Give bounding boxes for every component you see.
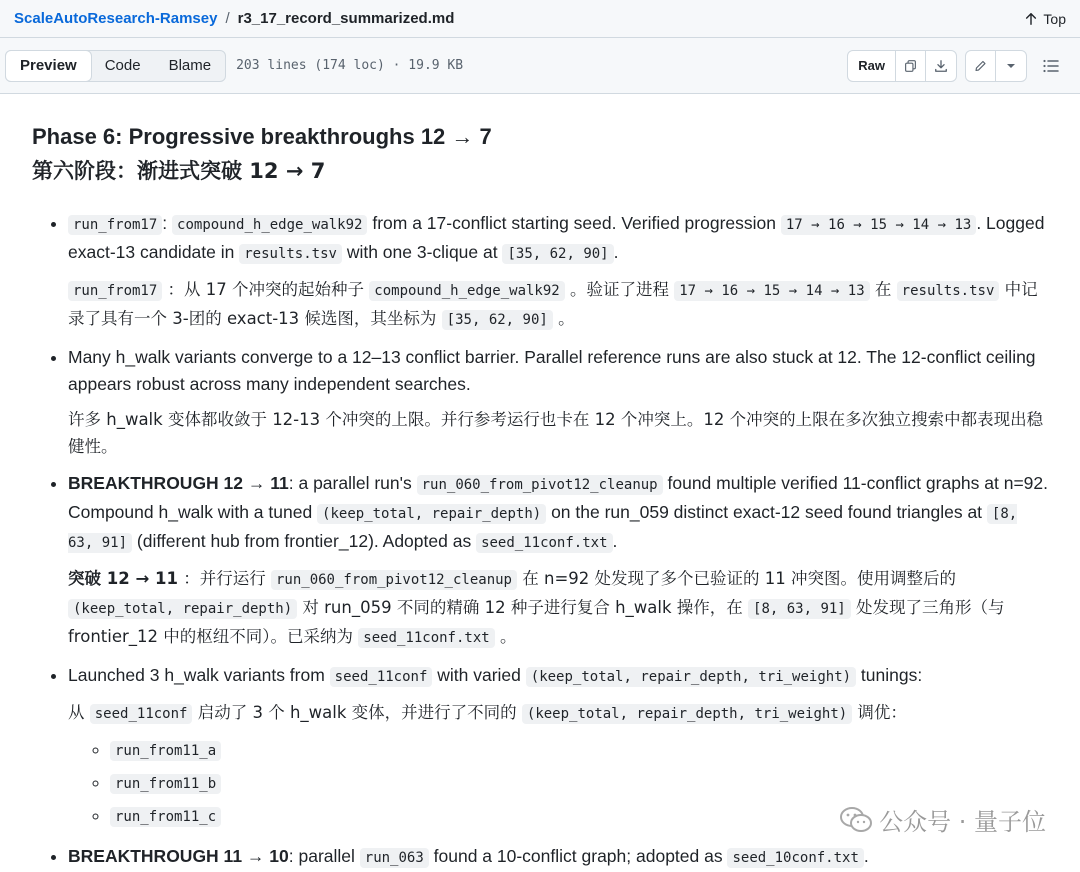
text-span: 。	[495, 627, 517, 646]
copy-button[interactable]	[896, 51, 926, 81]
raw-actions-group	[847, 50, 957, 82]
inline-code: (keep_total, repair_depth)	[68, 599, 297, 619]
list-item	[68, 344, 1048, 460]
inline-code: compound_h_edge_walk92	[369, 281, 564, 301]
text-span: (different hub from frontier_12). Adopted as	[132, 531, 476, 551]
edit-dropdown-button[interactable]	[996, 51, 1026, 81]
text-span: with varied	[432, 665, 525, 685]
sub-list-item	[110, 767, 1048, 800]
text-span: 中记录了具有一个 3-团的 exact-13 候选图，其坐标为	[68, 280, 1038, 328]
view-mode-tabs	[5, 50, 226, 82]
inline-code: seed_10conf.txt	[727, 848, 863, 868]
inline-code: results.tsv	[897, 281, 1000, 301]
inline-code: seed_11conf	[330, 667, 433, 687]
text-span: 。	[553, 309, 575, 328]
item-text-en: • Many h_walk variants converge to a 12–13 conflict barrier. Parallel reference runs are also stuck at 12. The 12-conflict ceiling appears robust across many independent searches.	[68, 344, 1048, 398]
inline-code: [8, 63, 91]	[748, 599, 851, 619]
inline-code: 17 → 16 → 15 → 14 → 13	[674, 281, 869, 301]
list-item	[68, 210, 1048, 334]
inline-code: run_060_from_pivot12_cleanup	[271, 570, 517, 590]
watermark-text: 公众号 · 量子位	[879, 802, 1046, 837]
breadcrumb-separator: /	[225, 10, 229, 27]
download-button[interactable]	[926, 51, 956, 81]
text-span: : parallel	[289, 846, 360, 866]
item-text-zh	[68, 276, 1048, 334]
watermark	[839, 802, 1046, 837]
item-text-zh	[68, 699, 1048, 728]
sub-list-item	[110, 734, 1048, 767]
file-info: 203 lines (174 loc) · 19.9 KB	[236, 58, 463, 73]
item-text-en	[68, 210, 1048, 268]
section-heading-zh: 第六阶段：渐进式突破 12 → 7	[32, 154, 1048, 188]
bold-label: BREAKTHROUGH 11 → 10	[68, 846, 289, 866]
inline-code: run_from11_b	[110, 774, 221, 794]
markdown-body	[0, 94, 1080, 872]
item-text-en	[68, 470, 1048, 557]
text-span: tunings:	[856, 665, 922, 685]
breadcrumb-file-name: r3_17_record_summarized.md	[238, 10, 455, 27]
text-span: .	[614, 242, 619, 262]
list-unordered-icon	[1042, 58, 1060, 74]
download-icon	[934, 58, 948, 74]
text-span: ：从 17 个冲突的起始种子	[162, 280, 369, 299]
file-header	[0, 0, 1080, 38]
tab-preview[interactable]: Preview	[5, 50, 92, 82]
arrow-up-icon	[1024, 12, 1038, 26]
text-span: :	[162, 213, 172, 233]
edit-button[interactable]	[966, 51, 996, 81]
text-span: found a 10-conflict graph; adopted as	[429, 846, 728, 866]
caret-down-icon	[1006, 61, 1016, 71]
text-span: from a 17-conflict starting seed. Verified progression	[367, 213, 780, 233]
inline-code: run_from11_c	[110, 807, 221, 827]
tab-blame[interactable]: Blame	[155, 51, 226, 81]
bold-label: 突破 12 → 11	[68, 569, 178, 588]
inline-code: run_from17	[68, 215, 162, 235]
breadcrumb-repo-link[interactable]: ScaleAutoResearch-Ramsey	[14, 10, 217, 27]
text-span: 。验证了进程	[565, 280, 675, 299]
edit-actions-group	[965, 50, 1027, 82]
item-text-zh	[68, 565, 1048, 652]
text-span: . Logged exact-13 candidate in	[68, 213, 1044, 262]
item-text-en	[68, 843, 1048, 872]
copy-icon	[904, 58, 917, 74]
text-span: 在	[870, 280, 897, 299]
text-span: 从	[68, 703, 90, 722]
text-span: 在 n=92 处发现了多个已验证的 11 冲突图。使用调整后的	[517, 569, 956, 588]
progress-list	[32, 210, 1048, 872]
item-text-zh: 许多 h_walk 变体都收敛于 12-13 个冲突的上限。并行参考运行也卡在 12 个冲突上。12 个冲突的上限在多次独立搜索中都表现出稳健性。	[68, 406, 1048, 460]
text-span: 对 run_059 不同的精确 12 种子进行复合 h_walk 操作，在	[297, 598, 748, 617]
text-span: .	[613, 531, 618, 551]
text-span: on the run_059 distinct exact-12 seed found triangles at	[546, 502, 987, 522]
text-span: 处发现了三角形（与 frontier_12 中的枢纽不同）。已采纳为	[68, 598, 1004, 646]
item-text-en	[68, 662, 1048, 691]
inline-code: seed_11conf.txt	[476, 533, 612, 553]
inline-code: run_060_from_pivot12_cleanup	[417, 475, 663, 495]
inline-code: seed_11conf.txt	[358, 628, 494, 648]
wechat-logo-icon	[839, 806, 873, 834]
text-span: Launched 3 h_walk variants from	[68, 665, 330, 685]
text-span: 调优：	[852, 703, 907, 722]
inline-code: 17 → 16 → 15 → 14 → 13	[781, 215, 976, 235]
text-span: 启动了 3 个 h_walk 变体，并进行了不同的	[192, 703, 521, 722]
section-heading-en: Phase 6: Progressive breakthroughs 12 → 7	[32, 120, 1048, 154]
list-item	[68, 470, 1048, 652]
inline-code: run_063	[360, 848, 429, 868]
file-toolbar	[0, 38, 1080, 94]
outline-button[interactable]	[1035, 50, 1067, 82]
inline-code: run_from17	[68, 281, 162, 301]
tab-code[interactable]: Code	[91, 51, 155, 81]
raw-button[interactable]: Raw	[848, 51, 896, 81]
inline-code: [8, 63, 91]	[68, 504, 1017, 553]
inline-code: [35, 62, 90]	[502, 244, 613, 264]
list-item	[68, 843, 1048, 872]
inline-code: results.tsv	[239, 244, 342, 264]
text-span: .	[864, 846, 869, 866]
file-actions	[847, 50, 1075, 82]
inline-code: (keep_total, repair_depth)	[317, 504, 546, 524]
text-span: : a parallel run's	[289, 473, 417, 493]
inline-code: (keep_total, repair_depth, tri_weight)	[526, 667, 856, 687]
inline-code: run_from11_a	[110, 741, 221, 761]
top-button[interactable]	[1024, 11, 1066, 27]
inline-code: [35, 62, 90]	[442, 310, 553, 330]
inline-code: compound_h_edge_walk92	[172, 215, 367, 235]
text-span: with one 3-clique at	[342, 242, 503, 262]
top-label: Top	[1043, 11, 1066, 27]
pencil-icon	[974, 58, 987, 74]
text-span: found multiple verified 11-conflict graphs at n=92. Compound h_walk with a tuned	[68, 473, 1048, 522]
inline-code: (keep_total, repair_depth, tri_weight)	[522, 704, 852, 724]
inline-code: seed_11conf	[90, 704, 193, 724]
bold-label: BREAKTHROUGH 12 → 11	[68, 473, 289, 493]
text-span: ：并行运行	[178, 569, 271, 588]
